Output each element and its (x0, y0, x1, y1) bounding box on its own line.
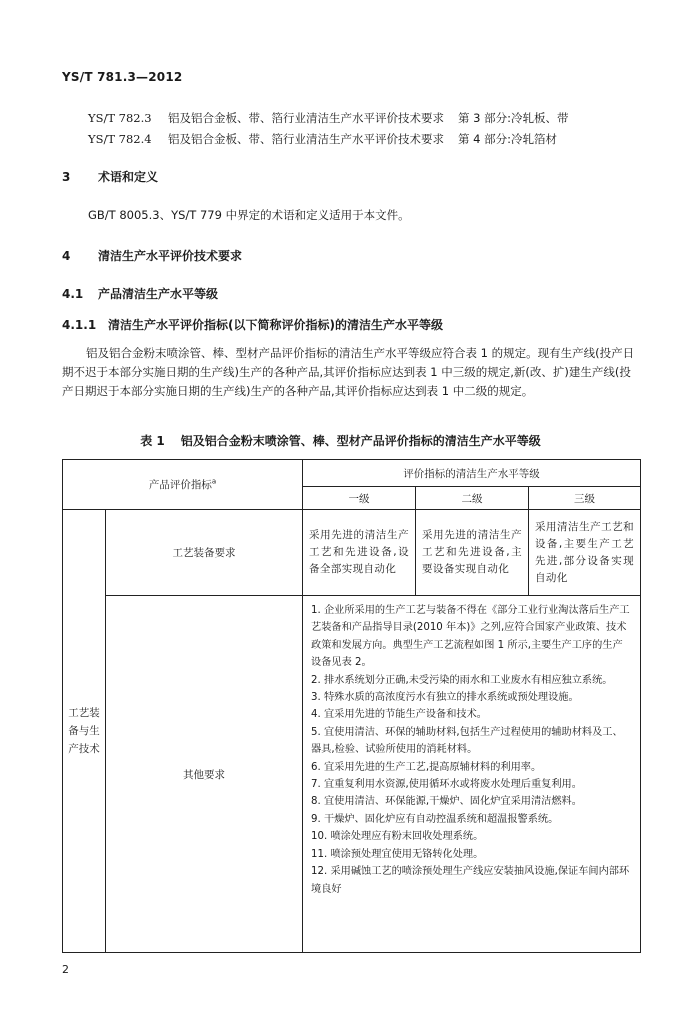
section-4-1-1-heading (62, 316, 443, 333)
table-caption-title: 铝及铝合金粉末喷涂管、棒、型材产品评价指标的清洁生产水平等级 (180, 434, 541, 448)
reference-title: 铝及铝合金板、带、箔行业清洁生产水平评价技术要求 (168, 132, 444, 146)
list-item: 4. 宜采用先进的节能生产设备和技术。 (311, 709, 487, 721)
list-item: 12. 采用碱蚀工艺的喷涂预处理生产线应安装抽风设施,保证车间内部环境良好 (311, 866, 630, 895)
page-number: 2 (62, 963, 69, 976)
other-requirements-cell (303, 596, 641, 953)
section-4-heading (62, 247, 242, 264)
header-level-2: 二级 (416, 487, 529, 510)
list-item: 6. 宜采用先进的生产工艺,提高原辅材料的利用率。 (311, 761, 542, 773)
document-id-header: YS/T 781.3—2012 (62, 70, 183, 84)
header-level-3: 三级 (529, 487, 641, 510)
section-4-1-heading (62, 285, 218, 302)
list-item: 11. 喷涂预处理宜使用无铬转化处理。 (311, 848, 484, 860)
list-item: 9. 干燥炉、固化炉应有自动控温系统和超温报警系统。 (311, 813, 559, 825)
reference-code: YS/T 782.3 (88, 111, 152, 125)
body-paragraph (62, 344, 640, 401)
section-number: 4 (62, 249, 71, 263)
reference-code: YS/T 782.4 (88, 132, 152, 146)
footnote-mark: a (211, 477, 217, 486)
paragraph-text: 铝及铝合金粉末喷涂管、棒、型材产品评价指标的清洁生产水平等级应符合表 1 的规定。现有生产线(投产日期不迟于本部分实施日期的生产线)生产的各种产品,其评价指标应达到表 1 中三级的规定,新(改、扩)建生产线(投产日期迟于本部分实施日期的生产线)生产的各种产品,其评价指标应达到表 1 中二级的规定。 (62, 346, 635, 398)
reference-entry (88, 110, 569, 126)
section-title: 清洁生产水平评价技术要求 (98, 249, 243, 263)
list-item: 8. 宜使用清洁、环保能源,干燥炉、固化炉宜采用清洁燃料。 (311, 796, 582, 808)
reference-title: 铝及铝合金板、带、箔行业清洁生产水平评价技术要求 (168, 111, 444, 125)
list-item: 5. 宜使用清洁、环保的辅助材料,包括生产过程使用的辅助材料及工、器具,检验、试验所使用的消耗材料。 (311, 726, 623, 756)
table-caption (0, 432, 681, 449)
section-3-text: GB/T 8005.3、YS/T 779 中界定的术语和定义适用于本文件。 (88, 208, 410, 222)
table-caption-label: 表 1 (140, 434, 165, 448)
list-item: 1. 企业所采用的生产工艺与装备不得在《部分工业行业淘汰落后生产工艺装备和产品指导目录(2010 年本)》之列,应符合国家产业政策、技术政策和发展方向。典型生产工艺流程如图 1 所示,主要生产工序的生产设备见表 2。 (311, 605, 630, 669)
section-3-heading (62, 168, 158, 185)
reference-part: 第 3 部分:冷轧板、带 (458, 111, 569, 125)
header-levels-title: 评价指标的清洁生产水平等级 (303, 460, 641, 487)
section-number: 4.1.1 (62, 318, 97, 332)
equipment-level-1 (303, 510, 416, 596)
row-label-equipment: 工艺装备要求 (106, 510, 303, 596)
section-number: 4.1 (62, 287, 84, 301)
equipment-level-2 (416, 510, 529, 596)
other-requirements-list (303, 596, 640, 902)
section-title: 清洁生产水平评价指标(以下简称评价指标)的清洁生产水平等级 (108, 318, 443, 332)
list-item: 2. 排水系统划分正确,未受污染的雨水和工业废水有相应独立系统。 (311, 674, 613, 686)
evaluation-table (62, 459, 641, 953)
header-level-1: 一级 (303, 487, 416, 510)
header-indicator-cell (63, 460, 303, 510)
row-label-other: 其他要求 (106, 596, 303, 953)
header-indicator: 产品评价指标 (148, 479, 212, 491)
reference-part: 第 4 部分:冷轧箔材 (458, 132, 558, 146)
section-title: 产品清洁生产水平等级 (98, 287, 219, 301)
list-item: 10. 喷涂处理应有粉末回收处理系统。 (311, 831, 484, 843)
section-number: 3 (62, 170, 71, 184)
cell-text: 采用先进的清洁生产工艺和先进设备,设备全部实现自动化 (309, 529, 410, 575)
section-title: 术语和定义 (98, 170, 159, 184)
list-item: 7. 宜重复利用水资源,使用循环水或将废水处理后重复利用。 (311, 779, 582, 791)
group-label: 工艺装备与生产技术 (63, 510, 106, 953)
list-item: 3. 特殊水质的高浓度污水有独立的排水系统或预处理设施。 (311, 692, 579, 704)
cell-text: 采用清洁生产工艺和设备,主要生产工艺先进,部分设备实现自动化 (535, 520, 635, 584)
reference-entry (88, 131, 557, 147)
equipment-level-3 (529, 510, 641, 596)
cell-text: 采用先进的清洁生产工艺和先进设备,主要设备实现自动化 (422, 529, 523, 575)
